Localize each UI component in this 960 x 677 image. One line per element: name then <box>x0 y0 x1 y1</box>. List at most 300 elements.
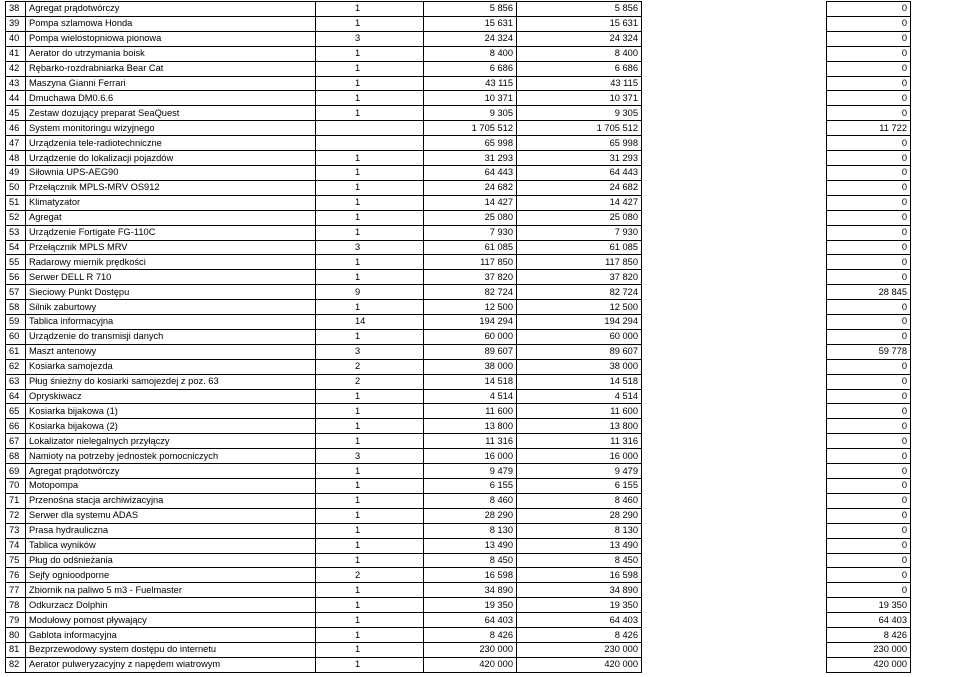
row-number-cell: 61 <box>6 344 26 359</box>
gross-value-cell: 8 460 <box>517 493 642 508</box>
gross-value-cell: 11 316 <box>517 434 642 449</box>
initial-value-cell: 194 294 <box>424 315 517 330</box>
gross-value-cell: 38 000 <box>517 359 642 374</box>
gross-value-cell: 24 682 <box>517 180 642 195</box>
table-row <box>6 285 911 300</box>
item-name-cell: Sieciowy Punkt Dostępu <box>26 285 316 300</box>
initial-value-cell: 64 443 <box>424 165 517 180</box>
net-value-cell: 0 <box>827 165 911 180</box>
net-value-cell: 0 <box>827 240 911 255</box>
item-name-cell: Maszt antenowy <box>26 344 316 359</box>
quantity-cell: 1 <box>316 106 424 121</box>
net-value-cell: 0 <box>827 508 911 523</box>
item-name-cell: Aerator do utrzymania boisk <box>26 46 316 61</box>
table-row <box>6 553 911 568</box>
gross-value-cell: 64 443 <box>517 165 642 180</box>
gross-value-cell: 24 324 <box>517 31 642 46</box>
initial-value-cell: 28 290 <box>424 508 517 523</box>
table-row <box>6 180 911 195</box>
table-row <box>6 344 911 359</box>
net-value-cell: 64 403 <box>827 613 911 628</box>
gross-value-cell: 117 850 <box>517 255 642 270</box>
initial-value-cell: 5 856 <box>424 2 517 17</box>
row-number-cell: 55 <box>6 255 26 270</box>
initial-value-cell: 7 930 <box>424 225 517 240</box>
gross-value-cell: 28 290 <box>517 508 642 523</box>
net-value-cell: 0 <box>827 583 911 598</box>
gross-value-cell: 8 130 <box>517 523 642 538</box>
spacer-cell <box>642 642 827 657</box>
item-name-cell: Kosiarka samojezda <box>26 359 316 374</box>
gross-value-cell: 12 500 <box>517 300 642 315</box>
net-value-cell: 0 <box>827 404 911 419</box>
initial-value-cell: 15 631 <box>424 16 517 31</box>
table-row <box>6 31 911 46</box>
item-name-cell: Klimatyzator <box>26 195 316 210</box>
gross-value-cell: 230 000 <box>517 642 642 657</box>
row-number-cell: 63 <box>6 374 26 389</box>
initial-value-cell: 13 800 <box>424 419 517 434</box>
initial-value-cell: 34 890 <box>424 583 517 598</box>
table-row <box>6 329 911 344</box>
initial-value-cell: 9 479 <box>424 464 517 479</box>
spacer-cell <box>642 374 827 389</box>
spacer-cell <box>642 151 827 166</box>
item-name-cell: Zestaw dozujący preparat SeaQuest <box>26 106 316 121</box>
row-number-cell: 42 <box>6 61 26 76</box>
gross-value-cell: 13 800 <box>517 419 642 434</box>
initial-value-cell: 11 600 <box>424 404 517 419</box>
spacer-cell <box>642 285 827 300</box>
row-number-cell: 67 <box>6 434 26 449</box>
table-row <box>6 613 911 628</box>
initial-value-cell: 25 080 <box>424 210 517 225</box>
net-value-cell: 0 <box>827 151 911 166</box>
quantity-cell: 14 <box>316 315 424 330</box>
item-name-cell: Silnik zaburtowy <box>26 300 316 315</box>
item-name-cell: Aerator pulweryzacyjny z napędem wiatrowym <box>26 657 316 672</box>
table-row <box>6 628 911 643</box>
gross-value-cell: 37 820 <box>517 270 642 285</box>
table-row <box>6 46 911 61</box>
gross-value-cell: 31 293 <box>517 151 642 166</box>
quantity-cell: 1 <box>316 583 424 598</box>
spacer-cell <box>642 210 827 225</box>
gross-value-cell: 14 427 <box>517 195 642 210</box>
spacer-cell <box>642 523 827 538</box>
row-number-cell: 41 <box>6 46 26 61</box>
table-row <box>6 568 911 583</box>
spacer-cell <box>642 508 827 523</box>
gross-value-cell: 8 400 <box>517 46 642 61</box>
net-value-cell: 0 <box>827 538 911 553</box>
item-name-cell: Serwer dla systemu ADAS <box>26 508 316 523</box>
quantity-cell: 1 <box>316 508 424 523</box>
initial-value-cell: 10 371 <box>424 91 517 106</box>
net-value-cell: 0 <box>827 419 911 434</box>
quantity-cell: 1 <box>316 195 424 210</box>
quantity-cell: 3 <box>316 449 424 464</box>
item-name-cell: Tablica informacyjna <box>26 315 316 330</box>
row-number-cell: 70 <box>6 479 26 494</box>
net-value-cell: 8 426 <box>827 628 911 643</box>
net-value-cell: 28 845 <box>827 285 911 300</box>
quantity-cell: 1 <box>316 76 424 91</box>
row-number-cell: 79 <box>6 613 26 628</box>
quantity-cell <box>316 136 424 151</box>
item-name-cell: Urządzenia tele-radiotechniczne <box>26 136 316 151</box>
gross-value-cell: 13 490 <box>517 538 642 553</box>
initial-value-cell: 6 686 <box>424 61 517 76</box>
spacer-cell <box>642 657 827 672</box>
table-row <box>6 76 911 91</box>
table-row <box>6 16 911 31</box>
net-value-cell: 0 <box>827 315 911 330</box>
quantity-cell: 9 <box>316 285 424 300</box>
quantity-cell: 1 <box>316 2 424 17</box>
quantity-cell <box>316 121 424 136</box>
gross-value-cell: 8 450 <box>517 553 642 568</box>
spacer-cell <box>642 106 827 121</box>
row-number-cell: 52 <box>6 210 26 225</box>
spacer-cell <box>642 195 827 210</box>
table-row <box>6 106 911 121</box>
net-value-cell: 0 <box>827 523 911 538</box>
table-row <box>6 121 911 136</box>
gross-value-cell: 89 607 <box>517 344 642 359</box>
table-row <box>6 389 911 404</box>
spacer-cell <box>642 344 827 359</box>
table-row <box>6 61 911 76</box>
quantity-cell: 1 <box>316 389 424 404</box>
asset-table-body <box>6 2 911 673</box>
net-value-cell: 0 <box>827 195 911 210</box>
item-name-cell: Tablica wyników <box>26 538 316 553</box>
initial-value-cell: 8 130 <box>424 523 517 538</box>
net-value-cell: 0 <box>827 225 911 240</box>
quantity-cell: 1 <box>316 538 424 553</box>
initial-value-cell: 24 682 <box>424 180 517 195</box>
row-number-cell: 64 <box>6 389 26 404</box>
quantity-cell: 1 <box>316 300 424 315</box>
table-row <box>6 479 911 494</box>
spacer-cell <box>642 329 827 344</box>
net-value-cell: 59 778 <box>827 344 911 359</box>
table-row <box>6 300 911 315</box>
table-row <box>6 583 911 598</box>
gross-value-cell: 82 724 <box>517 285 642 300</box>
net-value-cell: 0 <box>827 31 911 46</box>
spacer-cell <box>642 165 827 180</box>
table-row <box>6 165 911 180</box>
gross-value-cell: 16 000 <box>517 449 642 464</box>
table-row <box>6 449 911 464</box>
spacer-cell <box>642 225 827 240</box>
item-name-cell: Rębarko-rozdrabniarka Bear Cat <box>26 61 316 76</box>
spacer-cell <box>642 180 827 195</box>
gross-value-cell: 420 000 <box>517 657 642 672</box>
spacer-cell <box>642 419 827 434</box>
table-row <box>6 240 911 255</box>
net-value-cell: 0 <box>827 91 911 106</box>
item-name-cell: Radarowy miernik prędkości <box>26 255 316 270</box>
row-number-cell: 47 <box>6 136 26 151</box>
initial-value-cell: 8 400 <box>424 46 517 61</box>
quantity-cell: 1 <box>316 523 424 538</box>
net-value-cell: 0 <box>827 180 911 195</box>
item-name-cell: Przełącznik MPLS-MRV OS912 <box>26 180 316 195</box>
table-row <box>6 255 911 270</box>
quantity-cell: 1 <box>316 329 424 344</box>
spacer-cell <box>642 31 827 46</box>
row-number-cell: 38 <box>6 2 26 17</box>
initial-value-cell: 14 427 <box>424 195 517 210</box>
item-name-cell: Modułowy pomost pływający <box>26 613 316 628</box>
gross-value-cell: 11 600 <box>517 404 642 419</box>
item-name-cell: Przenośna stacja archiwizacyjna <box>26 493 316 508</box>
net-value-cell: 0 <box>827 2 911 17</box>
net-value-cell: 0 <box>827 300 911 315</box>
item-name-cell: Odkurzacz Dolphin <box>26 598 316 613</box>
item-name-cell: Motopompa <box>26 479 316 494</box>
row-number-cell: 72 <box>6 508 26 523</box>
net-value-cell: 0 <box>827 359 911 374</box>
spacer-cell <box>642 270 827 285</box>
row-number-cell: 45 <box>6 106 26 121</box>
row-number-cell: 80 <box>6 628 26 643</box>
initial-value-cell: 82 724 <box>424 285 517 300</box>
initial-value-cell: 11 316 <box>424 434 517 449</box>
table-row <box>6 2 911 17</box>
quantity-cell: 3 <box>316 240 424 255</box>
row-number-cell: 66 <box>6 419 26 434</box>
spacer-cell <box>642 46 827 61</box>
net-value-cell: 0 <box>827 493 911 508</box>
table-row <box>6 210 911 225</box>
quantity-cell: 1 <box>316 210 424 225</box>
quantity-cell: 1 <box>316 404 424 419</box>
row-number-cell: 65 <box>6 404 26 419</box>
gross-value-cell: 9 305 <box>517 106 642 121</box>
initial-value-cell: 65 998 <box>424 136 517 151</box>
net-value-cell: 0 <box>827 61 911 76</box>
spacer-cell <box>642 136 827 151</box>
initial-value-cell: 1 705 512 <box>424 121 517 136</box>
gross-value-cell: 9 479 <box>517 464 642 479</box>
quantity-cell: 1 <box>316 419 424 434</box>
gross-value-cell: 5 856 <box>517 2 642 17</box>
initial-value-cell: 61 085 <box>424 240 517 255</box>
row-number-cell: 39 <box>6 16 26 31</box>
initial-value-cell: 38 000 <box>424 359 517 374</box>
item-name-cell: Siłownia UPS-AEG90 <box>26 165 316 180</box>
row-number-cell: 53 <box>6 225 26 240</box>
quantity-cell: 1 <box>316 598 424 613</box>
item-name-cell: Zbiornik na paliwo 5 m3 - Fuelmaster <box>26 583 316 598</box>
spacer-cell <box>642 568 827 583</box>
spacer-cell <box>642 493 827 508</box>
initial-value-cell: 89 607 <box>424 344 517 359</box>
gross-value-cell: 15 631 <box>517 16 642 31</box>
gross-value-cell: 1 705 512 <box>517 121 642 136</box>
item-name-cell: Kosiarka bijakowa (2) <box>26 419 316 434</box>
quantity-cell: 1 <box>316 657 424 672</box>
quantity-cell: 1 <box>316 270 424 285</box>
row-number-cell: 51 <box>6 195 26 210</box>
gross-value-cell: 61 085 <box>517 240 642 255</box>
quantity-cell: 3 <box>316 344 424 359</box>
gross-value-cell: 7 930 <box>517 225 642 240</box>
initial-value-cell: 9 305 <box>424 106 517 121</box>
item-name-cell: Agregat prądotwórczy <box>26 2 316 17</box>
initial-value-cell: 16 000 <box>424 449 517 464</box>
net-value-cell: 0 <box>827 270 911 285</box>
table-row <box>6 195 911 210</box>
spacer-cell <box>642 434 827 449</box>
row-number-cell: 73 <box>6 523 26 538</box>
quantity-cell: 1 <box>316 255 424 270</box>
table-row <box>6 642 911 657</box>
spacer-cell <box>642 553 827 568</box>
gross-value-cell: 43 115 <box>517 76 642 91</box>
initial-value-cell: 12 500 <box>424 300 517 315</box>
net-value-cell: 420 000 <box>827 657 911 672</box>
item-name-cell: Kosiarka bijakowa (1) <box>26 404 316 419</box>
item-name-cell: Pług do odśnieżania <box>26 553 316 568</box>
net-value-cell: 0 <box>827 210 911 225</box>
row-number-cell: 62 <box>6 359 26 374</box>
initial-value-cell: 24 324 <box>424 31 517 46</box>
quantity-cell: 1 <box>316 180 424 195</box>
table-row <box>6 434 911 449</box>
row-number-cell: 74 <box>6 538 26 553</box>
net-value-cell: 0 <box>827 389 911 404</box>
quantity-cell: 2 <box>316 568 424 583</box>
net-value-cell: 0 <box>827 16 911 31</box>
item-name-cell: Urządzenie do lokalizacji pojazdów <box>26 151 316 166</box>
row-number-cell: 44 <box>6 91 26 106</box>
gross-value-cell: 14 518 <box>517 374 642 389</box>
table-row <box>6 151 911 166</box>
initial-value-cell: 14 518 <box>424 374 517 389</box>
table-row <box>6 404 911 419</box>
row-number-cell: 56 <box>6 270 26 285</box>
table-row <box>6 508 911 523</box>
net-value-cell: 0 <box>827 76 911 91</box>
row-number-cell: 75 <box>6 553 26 568</box>
row-number-cell: 57 <box>6 285 26 300</box>
quantity-cell: 2 <box>316 359 424 374</box>
net-value-cell: 0 <box>827 106 911 121</box>
item-name-cell: Bezprzewodowy system dostępu do internetu <box>26 642 316 657</box>
item-name-cell: Serwer DELL R 710 <box>26 270 316 285</box>
spacer-cell <box>642 255 827 270</box>
gross-value-cell: 10 371 <box>517 91 642 106</box>
table-row <box>6 657 911 672</box>
net-value-cell: 0 <box>827 46 911 61</box>
item-name-cell: Urządzenie do transmisji danych <box>26 329 316 344</box>
initial-value-cell: 117 850 <box>424 255 517 270</box>
quantity-cell: 3 <box>316 31 424 46</box>
table-row <box>6 315 911 330</box>
table-row <box>6 270 911 285</box>
table-row <box>6 523 911 538</box>
table-row <box>6 598 911 613</box>
spacer-cell <box>642 404 827 419</box>
row-number-cell: 78 <box>6 598 26 613</box>
quantity-cell: 1 <box>316 16 424 31</box>
spacer-cell <box>642 300 827 315</box>
net-value-cell: 0 <box>827 255 911 270</box>
net-value-cell: 0 <box>827 374 911 389</box>
quantity-cell: 1 <box>316 642 424 657</box>
initial-value-cell: 43 115 <box>424 76 517 91</box>
initial-value-cell: 230 000 <box>424 642 517 657</box>
net-value-cell: 0 <box>827 479 911 494</box>
net-value-cell: 19 350 <box>827 598 911 613</box>
row-number-cell: 71 <box>6 493 26 508</box>
spacer-cell <box>642 464 827 479</box>
quantity-cell: 1 <box>316 225 424 240</box>
quantity-cell: 1 <box>316 493 424 508</box>
spacer-cell <box>642 240 827 255</box>
row-number-cell: 48 <box>6 151 26 166</box>
gross-value-cell: 34 890 <box>517 583 642 598</box>
item-name-cell: Agregat prądotwórczy <box>26 464 316 479</box>
quantity-cell: 1 <box>316 151 424 166</box>
spacer-cell <box>642 479 827 494</box>
spacer-cell <box>642 389 827 404</box>
table-row <box>6 538 911 553</box>
spacer-cell <box>642 359 827 374</box>
spacer-cell <box>642 449 827 464</box>
gross-value-cell: 4 514 <box>517 389 642 404</box>
item-name-cell: Pompa szlamowa Honda <box>26 16 316 31</box>
item-name-cell: System monitoringu wizyjnego <box>26 121 316 136</box>
table-row <box>6 91 911 106</box>
quantity-cell: 1 <box>316 613 424 628</box>
initial-value-cell: 37 820 <box>424 270 517 285</box>
item-name-cell: Prasa hydrauliczna <box>26 523 316 538</box>
net-value-cell: 0 <box>827 434 911 449</box>
quantity-cell: 1 <box>316 479 424 494</box>
quantity-cell: 1 <box>316 628 424 643</box>
row-number-cell: 43 <box>6 76 26 91</box>
item-name-cell: Maszyna Gianni Ferrari <box>26 76 316 91</box>
spacer-cell <box>642 628 827 643</box>
table-row <box>6 374 911 389</box>
row-number-cell: 46 <box>6 121 26 136</box>
gross-value-cell: 25 080 <box>517 210 642 225</box>
row-number-cell: 49 <box>6 165 26 180</box>
item-name-cell: Agregat <box>26 210 316 225</box>
quantity-cell: 1 <box>316 553 424 568</box>
row-number-cell: 40 <box>6 31 26 46</box>
spacer-cell <box>642 76 827 91</box>
initial-value-cell: 31 293 <box>424 151 517 166</box>
item-name-cell: Opryskiwacz <box>26 389 316 404</box>
initial-value-cell: 8 426 <box>424 628 517 643</box>
quantity-cell: 1 <box>316 91 424 106</box>
row-number-cell: 68 <box>6 449 26 464</box>
quantity-cell: 1 <box>316 464 424 479</box>
table-row <box>6 359 911 374</box>
initial-value-cell: 6 155 <box>424 479 517 494</box>
spacer-cell <box>642 61 827 76</box>
table-row <box>6 493 911 508</box>
gross-value-cell: 60 000 <box>517 329 642 344</box>
gross-value-cell: 65 998 <box>517 136 642 151</box>
